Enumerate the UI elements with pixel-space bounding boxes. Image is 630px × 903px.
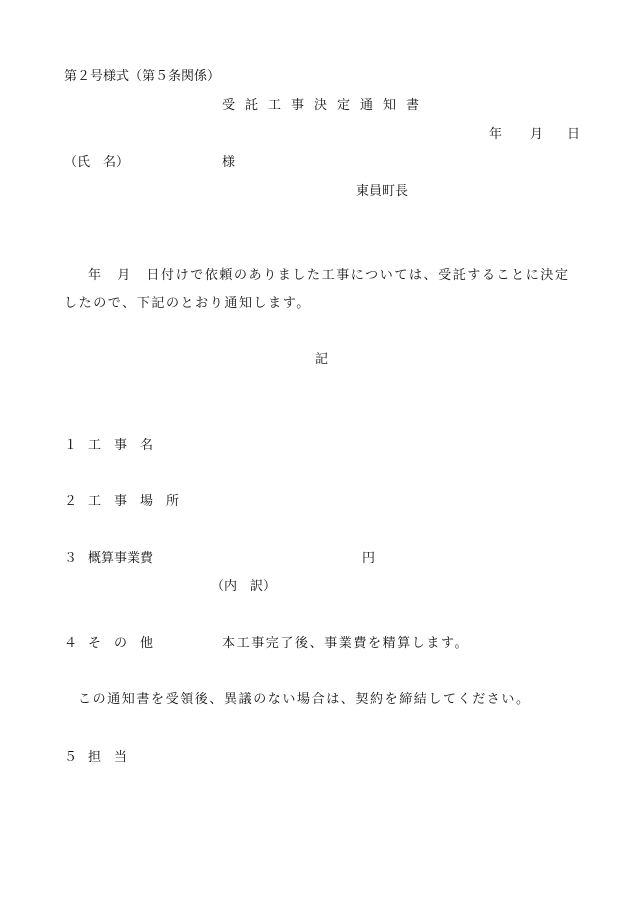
date-year: 年 [489,127,503,142]
item-3-unit: 円 [362,551,376,566]
note-text: この通知書を受領後、異議のない場合は、契約を締結してください。 [78,692,531,707]
item-5-number: ５ [64,750,78,765]
date-day: 日 [567,127,581,142]
body-line-2: したので、下記のとおり通知します。 [64,296,311,311]
date-month: 月 [530,127,544,142]
addressee-name-label: （氏 名） [64,155,130,170]
item-4-label: そ の 他 [88,636,154,651]
ki-heading: 記 [315,352,329,367]
document-title: 受託工事決定通知書 [222,98,430,113]
item-5-label: 担 当 [88,750,128,765]
item-2-number: ２ [64,494,78,509]
item-1-number: １ [64,438,78,453]
item-4-value: 本工事完了後、事業費を精算します。 [222,636,470,651]
item-3-label: 概算事業費 [88,551,154,566]
item-3-breakdown: （内 訳） [211,579,277,594]
addressee-honorific: 様 [222,155,236,170]
sender: 東員町長 [356,184,409,199]
item-2-label: 工 事 場 所 [88,494,180,509]
item-1-label: 工 事 名 [88,438,154,453]
item-3-number: ３ [64,551,78,566]
form-number: 第２号様式（第５条関係） [64,69,221,84]
item-4-number: ４ [64,636,78,651]
body-line-1: 年 月 日付けで依頼のありました工事については、受託することに決定 [88,268,570,283]
